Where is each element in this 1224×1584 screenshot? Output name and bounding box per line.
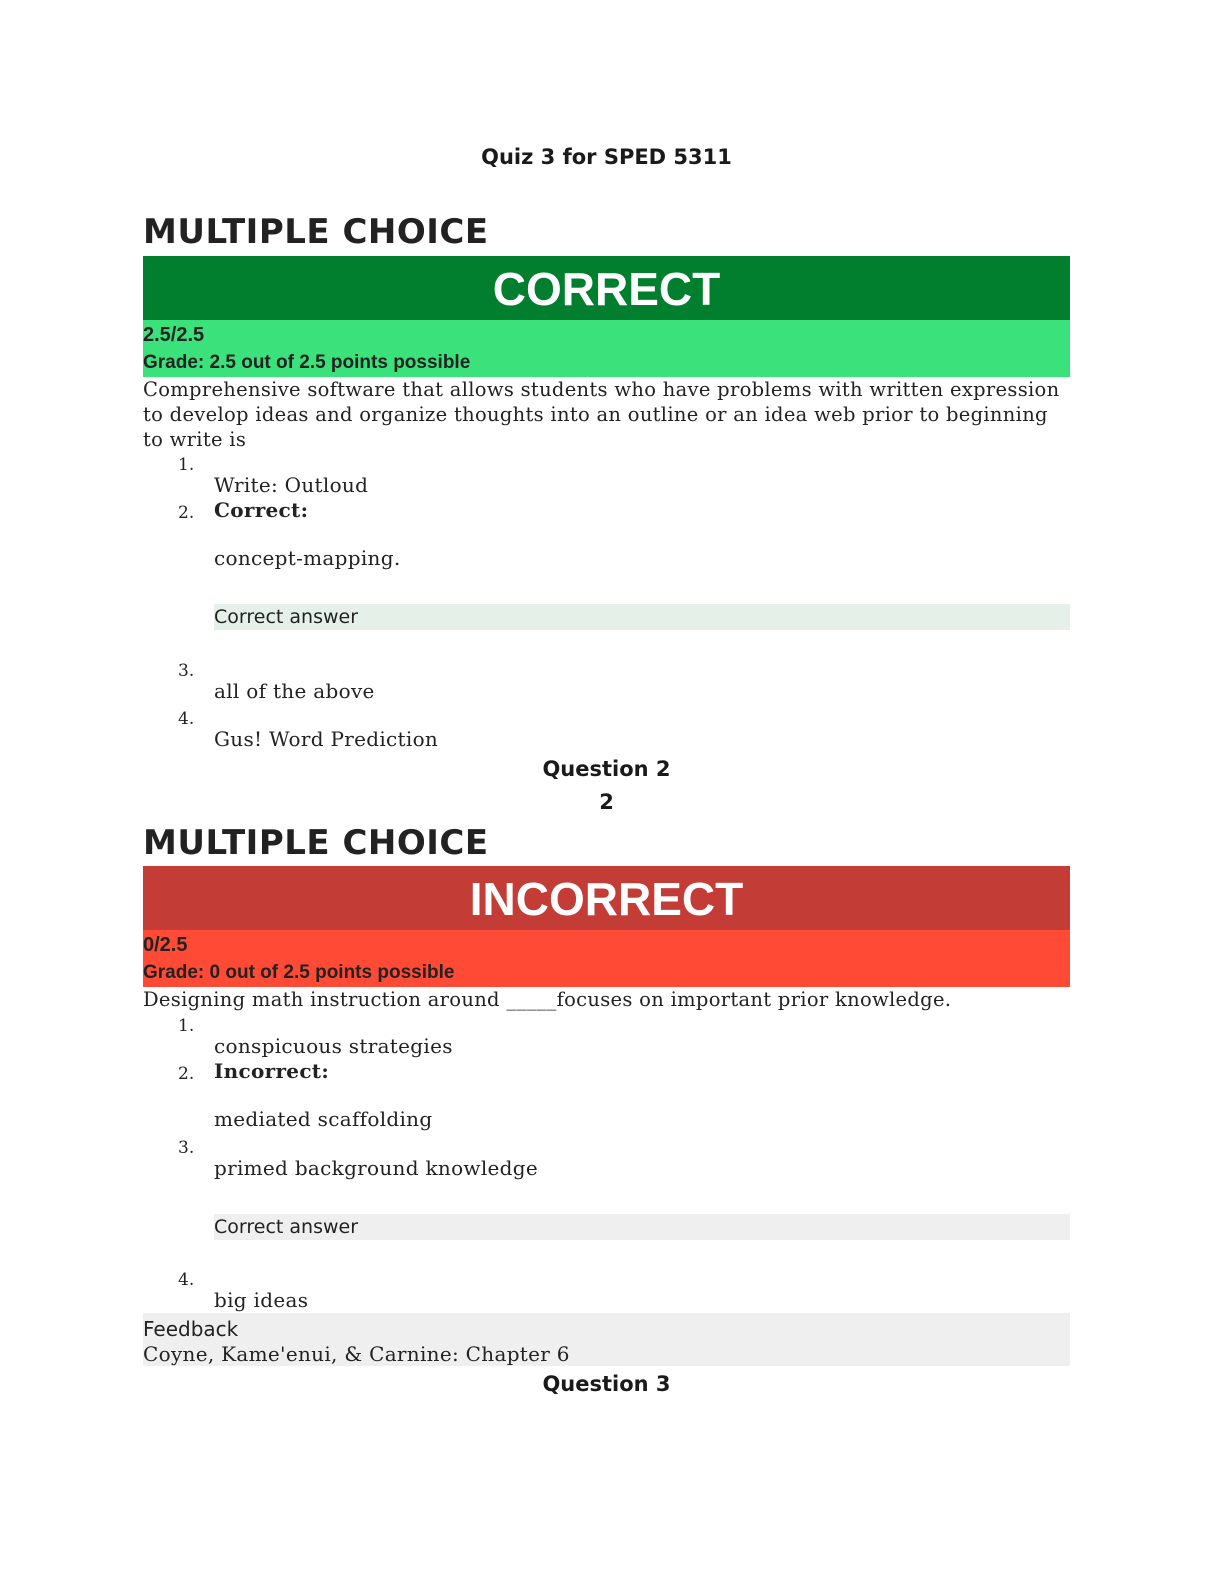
option-text: conspicuous strategies bbox=[214, 1034, 453, 1058]
feedback-box bbox=[143, 1313, 1070, 1366]
option-number: 1. bbox=[178, 455, 195, 475]
score-band bbox=[143, 930, 1070, 987]
correct-answer-indicator: Correct answer bbox=[214, 1214, 1070, 1240]
question-heading: Question 3 bbox=[542, 1372, 671, 1396]
option-number: 2. bbox=[178, 503, 195, 523]
correct-answer-indicator: Correct answer bbox=[214, 604, 1070, 630]
document-title: Quiz 3 for SPED 5311 bbox=[481, 145, 732, 169]
option-text: Gus! Word Prediction bbox=[214, 727, 439, 751]
option-number: 4. bbox=[178, 1270, 195, 1290]
question-text: Designing math instruction around _____focuses on important prior knowledge. bbox=[143, 988, 952, 1011]
option-text: mediated scaffolding bbox=[214, 1107, 433, 1131]
question-text: Comprehensive software that allows students who have problems with written expression to develop ideas and organize thoughts into an outline or an idea web prior to beginning to write is bbox=[143, 378, 1060, 451]
option-text: all of the above bbox=[214, 679, 375, 703]
feedback-text: Coyne, Kame'enui, & Carnine: Chapter 6 bbox=[143, 1342, 570, 1366]
correct-marker: Correct: bbox=[214, 498, 309, 522]
option-text: primed background knowledge bbox=[214, 1156, 539, 1180]
status-banner-correct: CORRECT bbox=[143, 256, 1070, 320]
incorrect-marker: Incorrect: bbox=[214, 1059, 330, 1083]
question-heading: Question 2 bbox=[542, 757, 671, 781]
score-value: 2.5/2.5 bbox=[143, 324, 205, 346]
option-number: 3. bbox=[178, 1138, 195, 1158]
score-band bbox=[143, 320, 1070, 377]
question-type-label: MULTIPLE CHOICE bbox=[143, 823, 489, 863]
question-heading-number: 2 bbox=[599, 790, 614, 814]
option-number: 3. bbox=[178, 661, 195, 681]
grade-text: Grade: 2.5 out of 2.5 points possible bbox=[143, 352, 471, 373]
option-number: 2. bbox=[178, 1064, 195, 1084]
status-banner-incorrect: INCORRECT bbox=[143, 866, 1070, 930]
grade-text: Grade: 0 out of 2.5 points possible bbox=[143, 962, 455, 983]
option-text: concept-mapping. bbox=[214, 546, 401, 570]
option-text: Write: Outloud bbox=[214, 473, 369, 497]
score-value: 0/2.5 bbox=[143, 934, 188, 956]
question-type-label: MULTIPLE CHOICE bbox=[143, 212, 489, 252]
option-text: big ideas bbox=[214, 1288, 309, 1312]
option-number: 4. bbox=[178, 709, 195, 729]
feedback-label: Feedback bbox=[143, 1317, 239, 1341]
option-number: 1. bbox=[178, 1016, 195, 1036]
